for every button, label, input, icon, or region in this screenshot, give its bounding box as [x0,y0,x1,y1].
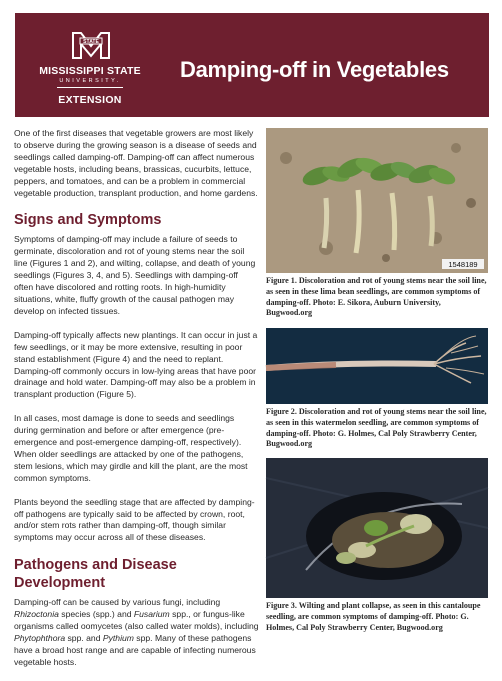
signs-symptoms-heading: Signs and Symptoms [14,212,162,229]
pathogens-paragraph-1 [14,597,259,668]
figure-3-caption: Figure 3. Wilting and plant collapse, as seen in this cantaloupe seedling, are common symptoms of damping-off. Photo: G. Holmes, Cal Poly Strawberry Center, Bugwood.org [266,601,481,632]
figure-2 [266,328,488,450]
signs-paragraph-3: In all cases, most damage is done to seeds and seedlings during germination and before or after emergence (pre-emergence and post-emergence damping-off, respectively). When older seedlings are attacked by one of the pathogens, stem lesions, which may girdle and kill the plant, are the most common symptoms. [14,413,248,483]
figure-2-caption: Figure 2. Discoloration and rot of young stems near the soil line, as seen in this watermelon seedling, are common symptoms of damping-off. Photo: G. Holmes, Cal Poly Strawberry Center, Bugwood.org [266,407,487,449]
figure-1-image-number: 1548189 [448,260,478,269]
svg-text:STATE: STATE [83,39,99,45]
figure-1 [266,128,488,319]
page-title: Damping-off in Vegetables [180,57,449,82]
pathogens-heading: Pathogens and Disease Development [14,557,177,592]
italic-genus-rhizoctonia: Rhizoctonia [14,609,59,620]
signs-paragraph-1: Symptoms of damping-off may include a failure of seeds to germinate, discoloration and rot of young stems near the soil line (Figures 1 and 2), and wilting, collapse, and death of young seedlings (Figures 3, 4, and 5). Seedlings with damping-off often have discolored and rotting roots. In high-humidity situations, white, fluffy growth of the causal pathogen may develop on infected tissues. [14,234,256,316]
text-run: spp. Many of these pathogens have a broad host range and are capable of infecting numerous vegetable hosts. [14,633,256,667]
text-run: Damping-off can be caused by various fungi, including [14,597,221,608]
figure-1-caption: Figure 1. Discoloration and rot of young stems near the soil line, as seen in these lima bean seedlings, are common symptoms of damping-off. Photo: E. Sikora, Auburn University, Bugwood.org [266,276,487,318]
italic-genus-pythium: Pythium [102,633,134,643]
text-run: spp., or fungus-like organisms called oomycetes (also called water molds), including [14,609,259,632]
text-run: spp. and [65,633,103,643]
italic-genus-fusarium: Fusarium [133,609,170,620]
logo-university-name: MISSISSIPPI STATE [39,65,141,77]
figure-3 [266,458,488,633]
logo-divider [57,87,123,88]
body-text-column [14,128,259,681]
figure-3-photo [266,458,488,598]
header-banner [15,13,489,117]
figure-2-photo [266,328,488,404]
signs-paragraph-4: Plants beyond the seedling stage that are affected by damping-off pathogens are typically said to be affected by crown, root, and/or stem rots rather than damping-off, though similar symptoms may occur across all of these diseases. [14,496,255,543]
text-run: species (spp.) and [58,609,134,620]
logo-extension-word: EXTENSION [58,94,122,106]
msu-m-logo-icon [71,31,111,59]
signs-paragraph-2: Damping-off typically affects new plantings. It can occur in just a few seedlings, or it may be more extensive, resulting in poor stand establishment (Figure 4) and the need to replant. Damping-off commonly occurs in low-lying areas that have poor drainage and hold water. Damping-off may also be a problem in transplant production (Figure 5). [14,329,258,400]
intro-paragraph: One of the first diseases that vegetable growers are most likely to observe during the growing season is a disease of seeds and seedlings called damping-off. Damping-off can affect numerous vegetable hosts, including beans, brassicas, cucurbits, lettuce, peppers, and tomatoes, and can be a problem in commercial vegetable production, transplant production, and home gardens. [14,128,258,198]
italic-genus-phytophthora: Phytophthora [14,633,66,643]
logo-university-word: UNIVERSITY. [59,78,121,84]
msu-extension-logo [15,13,165,117]
figure-1-photo [266,128,488,273]
